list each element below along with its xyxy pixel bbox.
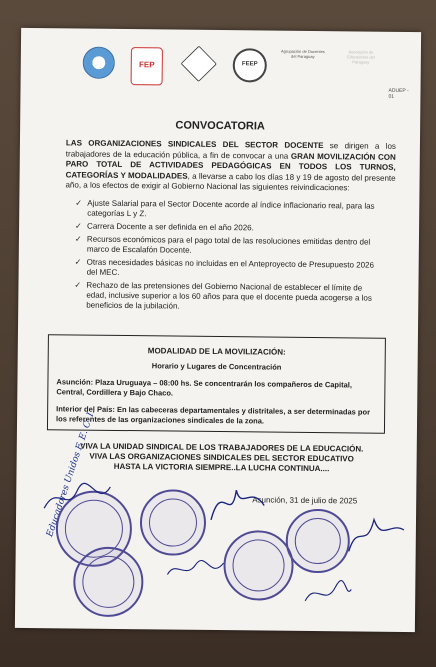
union-stamp-3 (73, 547, 144, 618)
mobilization-box (47, 334, 386, 434)
box-title: MODALIDAD DE LA MOVILIZACIÓN: (147, 346, 286, 357)
signature-4 (165, 554, 225, 585)
closing-slogans: VIVA LA UNIDAD SINDICAL DE LOS TRABAJADORES DE LA EDUCACIÓN. VIVA LAS ORGANIZACIONES SINDICALES DEL SECTOR EDUCATIVO HASTA LA VICTORIA SIEMPRE..LA LUCHA CONTINUA.... (80, 441, 364, 474)
intro-bold-2: GRAN MOVILIZACIÓN CON PARO TOTAL DE ACTIVIDADES PEDAGÓGICAS EN TODOS LOS TURNOS, CATEGORÍAS Y MODALIDADES (65, 151, 396, 181)
box-subtitle: Horario y Lugares de Concentración (151, 361, 282, 372)
fep-logo: FEP (131, 47, 163, 85)
asuncion-location: Asunción: Plaza Uruguaya – 08:00 hs. Se concentrarán los compañeros de Capital, Central, Cordillera y Bajo Chaco. (56, 377, 352, 398)
interior-location: Interior del País: En las cabeceras departamentales y distritales, a ser determinadas por los referentes de las organizaciones sindicales de la zona. (56, 404, 371, 425)
document-code: ADUEP - 01 (388, 87, 409, 100)
intro-text-2: , a llevarse a cabo los días 18 y 19 de agosto del presente año, a los efectos de exigir al Gobierno Nacional las siguientes reivindicaciones: (65, 171, 396, 193)
agrupacion-logo: Agrupación de Docentes del Paraguay (280, 48, 325, 59)
list-item: ✓ Rechazo de las pretensiones del Gobierno Nacional de establecer el límite de edad, inclusive superior a los 60 años para que el docente pueda acogerse a los beneficios de la jubilación. (74, 280, 372, 311)
union-stamp-2 (140, 489, 207, 556)
intro-bold-1: LAS ORGANIZACIONES SINDICALES DEL SECTOR DOCENTE (65, 138, 324, 151)
union-stamp-4 (285, 509, 350, 574)
feep-logo: FEEP (233, 48, 267, 82)
document-title: CONVOCATORIA (175, 119, 265, 133)
list-item: ✓ Carrera Docente a ser definida en el año 2026. (75, 221, 254, 233)
check-icon: ✓ (74, 280, 82, 290)
check-icon: ✓ (74, 257, 82, 267)
signature-1 (42, 478, 112, 519)
list-item: ✓ Ajuste Salarial para el Sector Docente acorde al índice inflacionario real, para las categorías L y Z. (75, 198, 375, 219)
list-item: ✓ Recursos económicos para el pago total de las resoluciones emitidas dentro del marco de Escalafón Docente. (74, 234, 371, 255)
check-icon: ✓ (75, 221, 82, 231)
signature-2 (206, 480, 267, 531)
document-date: Asunción, 31 de julio de 2025 (252, 495, 358, 506)
document-sheet (15, 28, 421, 632)
union-stamp-5 (223, 530, 294, 601)
list-item: ✓ Otras necesidades básicas no incluidas en el Anteproyecto de Presupuesto 2026 del MEC. (74, 257, 375, 277)
intro-paragraph (65, 138, 396, 194)
asociacion-logo: Asociación de Educadores del Paraguay (346, 49, 375, 65)
demands-list (74, 198, 375, 316)
check-icon: ✓ (74, 234, 82, 244)
signature-3 (346, 511, 406, 557)
handwritten-note: Educadores Unidos F. E. C. I. (45, 408, 98, 539)
check-icon: ✓ (75, 198, 83, 208)
ednica-logo (83, 47, 115, 79)
logos-header (82, 47, 413, 100)
emblem-logo (181, 46, 217, 82)
intro-text-1: se dirigen a los trabajadores de la educación pública, a fin de convocar a una (65, 141, 396, 161)
signature-5 (303, 579, 353, 610)
